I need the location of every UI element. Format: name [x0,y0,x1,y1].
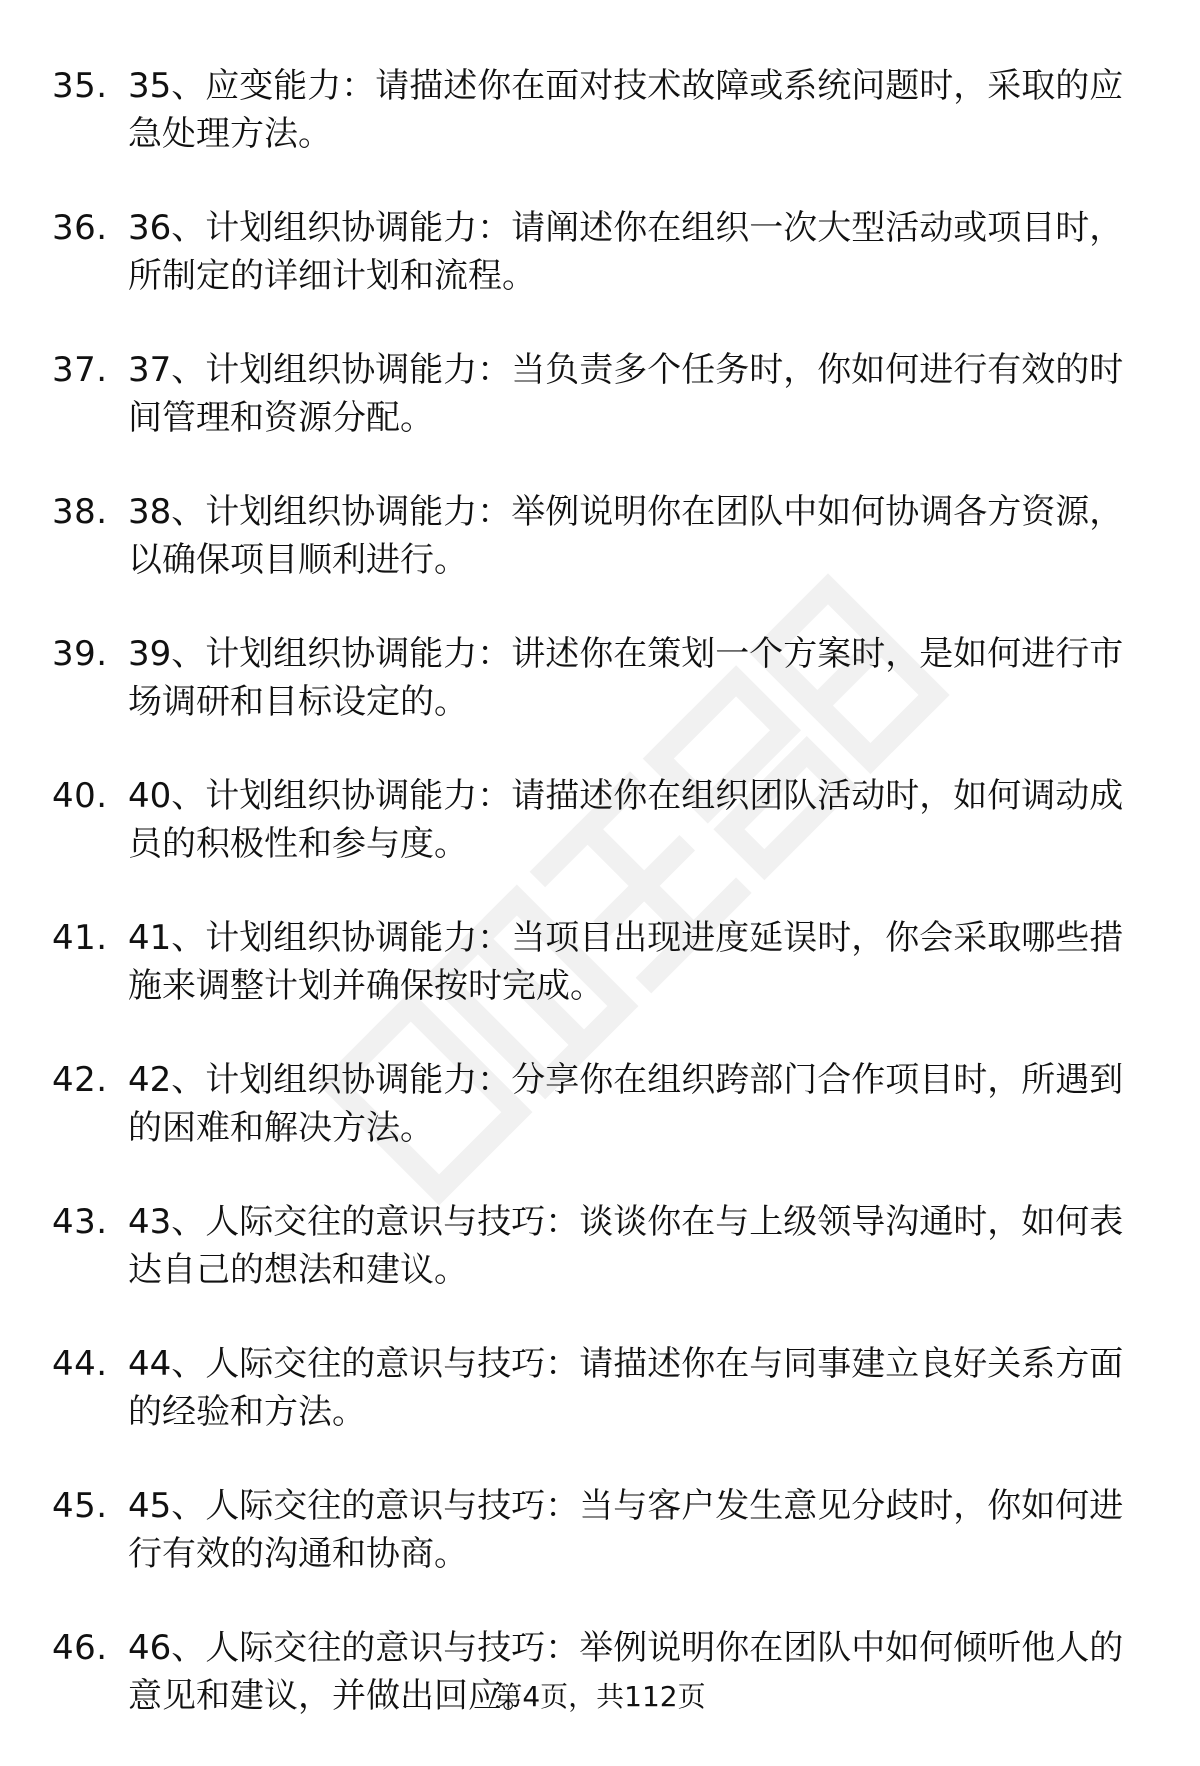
list-item [52,488,1152,584]
item-text: 43、人际交往的意识与技巧：谈谈你在与上级领导沟通时，如何表达自己的想法和建议。 [128,1202,1124,1290]
item-number: 42. [52,1060,108,1100]
list-item [52,1340,1152,1436]
item-number: 35. [52,66,108,106]
item-number: 38. [52,492,108,532]
list-item [52,1198,1152,1294]
list-item [52,772,1152,868]
item-text: 40、计划组织协调能力：请描述你在组织团队活动时，如何调动成员的积极性和参与度。 [128,776,1124,864]
item-text: 41、计划组织协调能力：当项目出现进度延误时，你会采取哪些措施来调整计划并确保按时完成。 [128,918,1124,1006]
list-item [52,1056,1152,1152]
item-number: 45. [52,1486,108,1526]
item-text: 35、应变能力：请描述你在面对技术故障或系统问题时，采取的应急处理方法。 [128,66,1124,154]
item-number: 37. [52,350,108,390]
page-footer: 第4页，共112页 [494,1680,706,1713]
item-text: 36、计划组织协调能力：请阐述你在组织一次大型活动或项目时，所制定的详细计划和流程。 [128,208,1124,296]
item-number: 36. [52,208,108,248]
item-number: 41. [52,918,108,958]
list-item [52,914,1152,1010]
list-item [52,1482,1152,1578]
question-list [52,62,1152,1766]
item-text: 46、人际交往的意识与技巧：举例说明你在团队中如何倾听他人的意见和建议，并做出回应。 [128,1628,1124,1716]
list-item [52,346,1152,442]
item-number: 44. [52,1344,108,1384]
item-number: 43. [52,1202,108,1242]
item-text: 37、计划组织协调能力：当负责多个任务时，你如何进行有效的时间管理和资源分配。 [128,350,1124,438]
list-item [52,204,1152,300]
list-item [52,62,1152,158]
list-item [52,630,1152,726]
item-number: 46. [52,1628,108,1668]
item-text: 39、计划组织协调能力：讲述你在策划一个方案时，是如何进行市场调研和目标设定的。 [128,634,1124,722]
item-text: 42、计划组织协调能力：分享你在组织跨部门合作项目时，所遇到的困难和解决方法。 [128,1060,1124,1148]
item-text: 44、人际交往的意识与技巧：请描述你在与同事建立良好关系方面的经验和方法。 [128,1344,1124,1432]
item-text: 38、计划组织协调能力：举例说明你在团队中如何协调各方资源，以确保项目顺利进行。 [128,492,1124,580]
item-text: 45、人际交往的意识与技巧：当与客户发生意见分歧时，你如何进行有效的沟通和协商。 [128,1486,1124,1574]
item-number: 40. [52,776,108,816]
item-number: 39. [52,634,108,674]
